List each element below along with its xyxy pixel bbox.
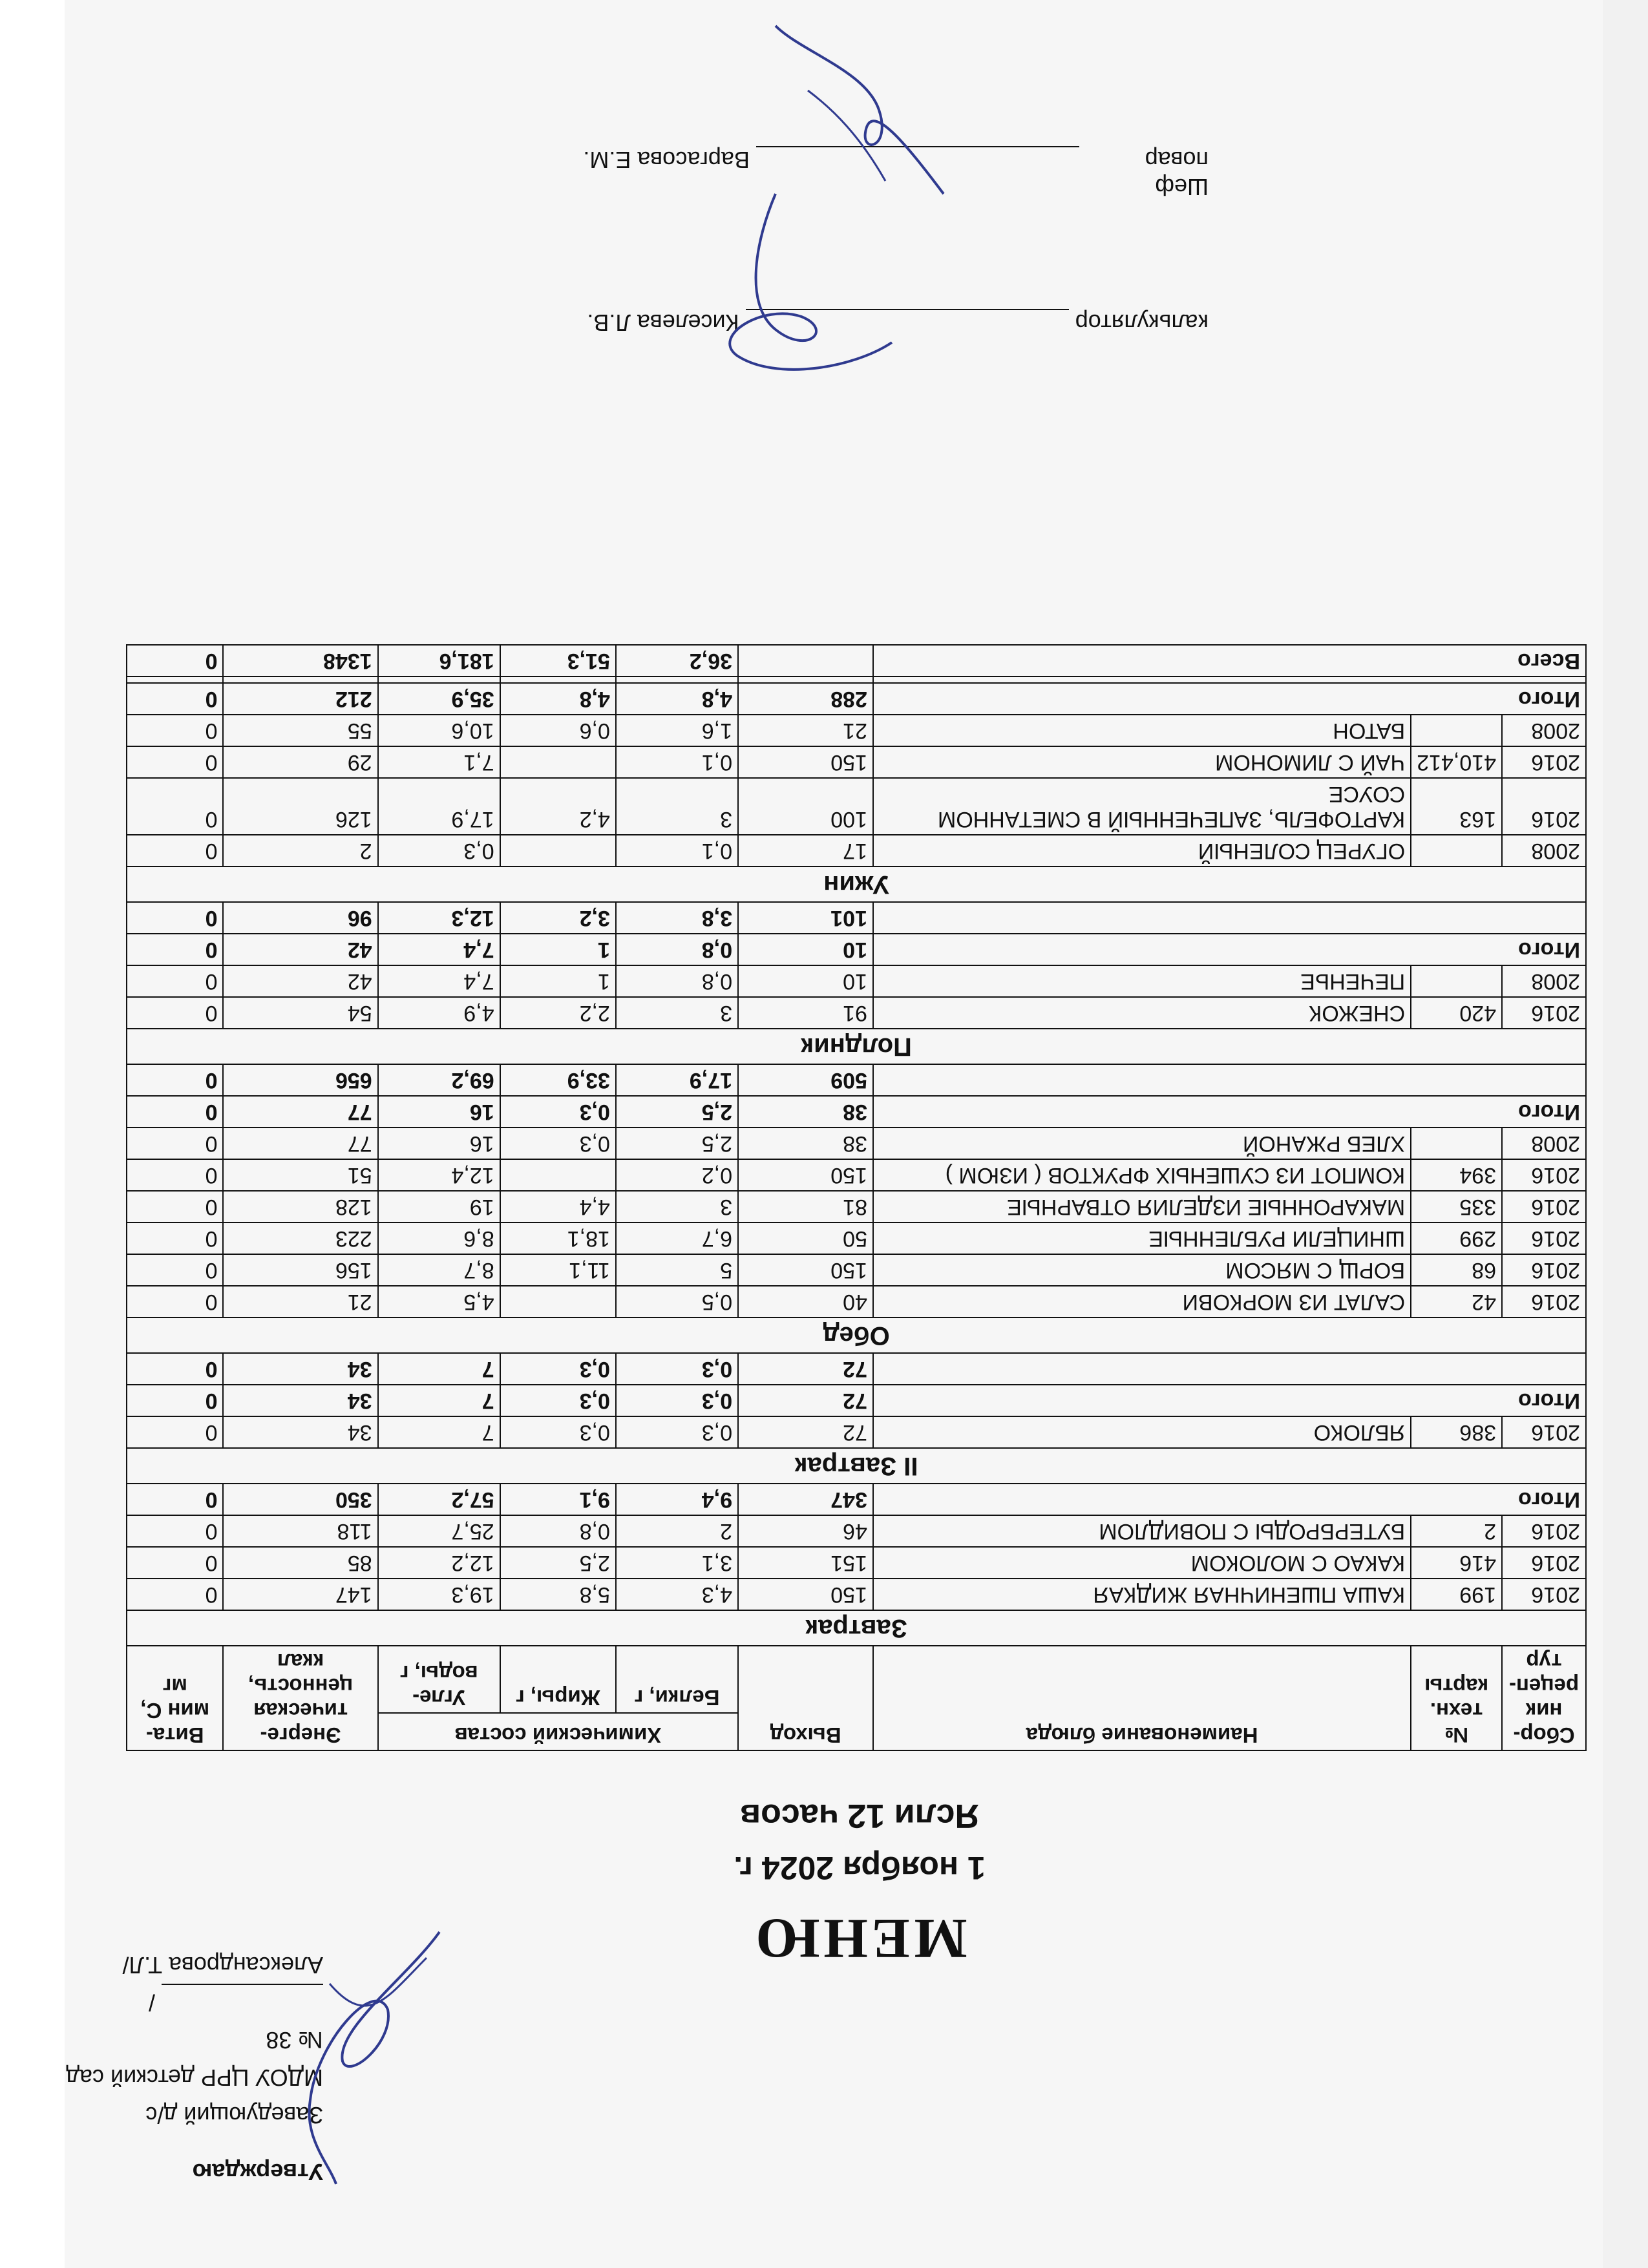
protein-cell: 0,1	[616, 835, 738, 866]
vitc-cell: 0	[127, 1547, 223, 1579]
yield-cell: 91	[738, 997, 873, 1029]
section-row	[127, 1318, 1586, 1353]
vitc-cell: 0	[127, 997, 223, 1029]
total-value: 7	[378, 1353, 500, 1385]
fat-cell	[500, 835, 616, 866]
vitc-cell: 0	[127, 1416, 223, 1448]
carbs-cell: 7,1	[378, 746, 500, 778]
total-value: 77	[223, 1096, 377, 1128]
total-label: Итого	[873, 1385, 1586, 1416]
card-cell	[1411, 835, 1502, 866]
total-value: 7,4	[378, 934, 500, 965]
dish-cell: СНЕЖОК	[873, 997, 1411, 1029]
signature-person: Варгасова Е.М.	[583, 147, 750, 173]
section-row	[127, 866, 1586, 902]
total-value: 0,3	[500, 1096, 616, 1128]
carbs-cell: 4,5	[378, 1286, 500, 1318]
total-value	[223, 677, 377, 683]
collection-cell: 2016	[1502, 1579, 1586, 1610]
carbs-cell: 0,3	[378, 835, 500, 866]
total-value: 35,9	[378, 683, 500, 715]
total-value: 0,3	[500, 1353, 616, 1385]
total-value: 347	[738, 1484, 873, 1515]
energy-cell: 156	[223, 1254, 377, 1286]
approval-name: /Александрова Т.Л/	[122, 1952, 323, 2016]
table-row	[127, 1286, 1586, 1318]
fat-cell: 11,1	[500, 1254, 616, 1286]
table-row	[127, 1223, 1586, 1254]
total-value: 33,9	[500, 1064, 616, 1096]
dish-cell: ХЛЕБ РЖАНОЙ	[873, 1128, 1411, 1159]
yield-cell: 17	[738, 835, 873, 866]
dish-cell: КАКАО С МОЛОКОМ	[873, 1547, 1411, 1579]
subtotal-row	[127, 1096, 1586, 1128]
section-row	[127, 1448, 1586, 1484]
signature-person: Киселева Л.В.	[587, 310, 739, 336]
energy-cell: 126	[223, 778, 377, 835]
vitc-cell: 0	[127, 778, 223, 835]
table-row	[127, 1128, 1586, 1159]
vitc-cell: 0	[127, 1254, 223, 1286]
collection-cell: 2016	[1502, 746, 1586, 778]
card-cell	[1411, 715, 1502, 746]
carbs-cell: 12,4	[378, 1159, 500, 1191]
grand-total-value: 181,6	[378, 645, 500, 677]
yield-cell: 10	[738, 965, 873, 997]
header-fat: Жиры, г	[500, 1646, 616, 1713]
yield-cell: 50	[738, 1223, 873, 1254]
table-row	[127, 715, 1586, 746]
dish-cell: ПЕЧЕНЬЕ	[873, 965, 1411, 997]
energy-cell: 118	[223, 1515, 377, 1547]
approval-block	[52, 1946, 323, 2190]
yield-cell: 150	[738, 1579, 873, 1610]
total-value: 1	[500, 934, 616, 965]
card-cell: 199	[1411, 1579, 1502, 1610]
total-row	[127, 1353, 1586, 1385]
dish-cell: МАКАРОННЫЕ ИЗДЕЛИЯ ОТВАРНЫЕ	[873, 1191, 1411, 1223]
grand-total-value: 0	[127, 645, 223, 677]
protein-cell: 3,1	[616, 1547, 738, 1579]
total-value: 0,3	[500, 1385, 616, 1416]
dish-cell: БАТОН	[873, 715, 1411, 746]
dish-cell: БОРЩ С МЯСОМ	[873, 1254, 1411, 1286]
carbs-cell: 19,3	[378, 1579, 500, 1610]
energy-cell: 29	[223, 746, 377, 778]
page-title: МЕНЮ	[752, 1907, 967, 1969]
collection-cell: 2008	[1502, 965, 1586, 997]
table-row	[127, 1159, 1586, 1191]
collection-cell: 2016	[1502, 1223, 1586, 1254]
collection-cell: 2008	[1502, 1128, 1586, 1159]
grand-total-row	[127, 645, 1586, 677]
menu-date: 1 ноября 2024 г.	[734, 1850, 986, 1886]
carbs-cell: 4,9	[378, 997, 500, 1029]
total-value	[500, 677, 616, 683]
fat-cell: 4,2	[500, 778, 616, 835]
collection-cell: 2016	[1502, 1515, 1586, 1547]
total-value: 0,3	[616, 1385, 738, 1416]
energy-cell: 128	[223, 1191, 377, 1223]
card-cell: 335	[1411, 1191, 1502, 1223]
total-value: 7	[378, 1385, 500, 1416]
card-cell: 420	[1411, 997, 1502, 1029]
table-row	[127, 1515, 1586, 1547]
grand-total-value: 36,2	[616, 645, 738, 677]
card-cell: 299	[1411, 1223, 1502, 1254]
table-row	[127, 1547, 1586, 1579]
fat-cell: 4,4	[500, 1191, 616, 1223]
dish-cell: САЛАТ ИЗ МОРКОВИ	[873, 1286, 1411, 1318]
fat-cell: 0,3	[500, 1128, 616, 1159]
carbs-cell: 8,6	[378, 1223, 500, 1254]
menu-group: Ясли 12 часов	[740, 1797, 979, 1834]
fat-cell	[500, 746, 616, 778]
total-value: 96	[223, 902, 377, 934]
card-cell: 163	[1411, 778, 1502, 835]
signature-role: Шеф повар	[1145, 147, 1209, 200]
grand-total-value: 51,3	[500, 645, 616, 677]
section-row	[127, 1029, 1586, 1064]
total-label: Итого	[873, 934, 1586, 965]
collection-cell: 2016	[1502, 997, 1586, 1029]
header-protein: Белки, г	[616, 1646, 738, 1713]
grand-total-value: 1348	[223, 645, 377, 677]
chef-signature	[769, 19, 963, 207]
dish-cell: КОМПОТ ИЗ СУШЕНЫХ ФРУКТОВ ( ИЗЮМ )	[873, 1159, 1411, 1191]
total-label: Итого	[873, 1484, 1586, 1515]
carbs-cell: 16	[378, 1128, 500, 1159]
energy-cell: 51	[223, 1159, 377, 1191]
total-value: 0	[127, 683, 223, 715]
energy-cell: 85	[223, 1547, 377, 1579]
total-value: 17,9	[616, 1064, 738, 1096]
collection-cell: 2008	[1502, 715, 1586, 746]
total-value: 2,5	[616, 1096, 738, 1128]
yield-cell: 150	[738, 746, 873, 778]
total-label	[873, 1353, 1586, 1385]
table-row	[127, 1579, 1586, 1610]
card-cell: 394	[1411, 1159, 1502, 1191]
dish-cell: КАРТОФЕЛЬ, ЗАПЕЧЕННЫЙ В СМЕТАННОМ СОУСЕ	[873, 778, 1411, 835]
total-value: 34	[223, 1353, 377, 1385]
header-card: № техн. карты	[1411, 1646, 1502, 1750]
carbs-cell: 17,9	[378, 778, 500, 835]
total-value: 0,8	[616, 934, 738, 965]
total-row	[127, 902, 1586, 934]
vitc-cell: 0	[127, 1128, 223, 1159]
total-label: Итого	[873, 683, 1586, 715]
energy-cell: 2	[223, 835, 377, 866]
total-value: 9,1	[500, 1484, 616, 1515]
card-cell: 2	[1411, 1515, 1502, 1547]
total-value: 656	[223, 1064, 377, 1096]
vitc-cell: 0	[127, 835, 223, 866]
section-title: Полдник	[127, 1029, 1586, 1064]
header-dish: Наименование блюда	[873, 1646, 1411, 1750]
total-value: 4,8	[616, 683, 738, 715]
fat-cell: 18,1	[500, 1223, 616, 1254]
dish-cell: ЧАЙ С ЛИМОНОМ	[873, 746, 1411, 778]
carbs-cell: 7	[378, 1416, 500, 1448]
fat-cell: 1	[500, 965, 616, 997]
card-cell: 416	[1411, 1547, 1502, 1579]
vitc-cell: 0	[127, 1515, 223, 1547]
total-value: 0	[127, 1096, 223, 1128]
total-row	[127, 1484, 1586, 1515]
table-row	[127, 746, 1586, 778]
energy-cell: 55	[223, 715, 377, 746]
total-value: 101	[738, 902, 873, 934]
header-yield: Выход	[738, 1646, 873, 1750]
grand-total-value	[738, 645, 873, 677]
calculator-signature	[698, 187, 905, 381]
protein-cell: 0,8	[616, 965, 738, 997]
carbs-cell: 12,2	[378, 1547, 500, 1579]
protein-cell: 0,1	[616, 746, 738, 778]
approval-heading: Утверждаю	[192, 2159, 323, 2185]
collection-cell: 2016	[1502, 1416, 1586, 1448]
fat-cell: 5,8	[500, 1579, 616, 1610]
header-chem: Химический состав	[378, 1713, 738, 1750]
menu-table	[126, 644, 1587, 1751]
yield-cell: 81	[738, 1191, 873, 1223]
section-title: Завтрак	[127, 1610, 1586, 1646]
protein-cell: 5	[616, 1254, 738, 1286]
card-cell	[1411, 965, 1502, 997]
fat-cell	[500, 1159, 616, 1191]
fat-cell: 0,8	[500, 1515, 616, 1547]
total-value: 72	[738, 1353, 873, 1385]
section-title: Обед	[127, 1318, 1586, 1353]
total-value: 0	[127, 1353, 223, 1385]
total-value: 42	[223, 934, 377, 965]
protein-cell: 4,3	[616, 1579, 738, 1610]
approval-org: МДОУ ЦРР детский сад № 38	[65, 2027, 323, 2091]
total-value: 4,8	[500, 683, 616, 715]
card-cell: 42	[1411, 1286, 1502, 1318]
header-carbs: Угле-воды, г	[378, 1646, 500, 1713]
yield-cell: 40	[738, 1286, 873, 1318]
protein-cell: 1,6	[616, 715, 738, 746]
table-row	[127, 1416, 1586, 1448]
total-label	[873, 677, 1586, 683]
total-value: 288	[738, 683, 873, 715]
total-value	[378, 677, 500, 683]
protein-cell: 3	[616, 997, 738, 1029]
yield-cell: 100	[738, 778, 873, 835]
header-collection: Сбор-ник рецеп-тур	[1502, 1646, 1586, 1750]
table-row	[127, 1191, 1586, 1223]
carbs-cell: 10,6	[378, 715, 500, 746]
total-value: 57,2	[378, 1484, 500, 1515]
dish-cell: ЯБЛОКО	[873, 1416, 1411, 1448]
energy-cell: 34	[223, 1416, 377, 1448]
collection-cell: 2016	[1502, 1159, 1586, 1191]
yield-cell: 46	[738, 1515, 873, 1547]
section-row	[127, 1610, 1586, 1646]
energy-cell: 42	[223, 965, 377, 997]
total-value: 0	[127, 1385, 223, 1416]
total-value: 212	[223, 683, 377, 715]
menu-table-body	[127, 645, 1586, 1646]
card-cell: 386	[1411, 1416, 1502, 1448]
total-label: Итого	[873, 1096, 1586, 1128]
yield-cell: 150	[738, 1254, 873, 1286]
protein-cell: 2,5	[616, 1128, 738, 1159]
total-value: 509	[738, 1064, 873, 1096]
yield-cell: 21	[738, 715, 873, 746]
total-value: 350	[223, 1484, 377, 1515]
dish-cell: КАША ПШЕНИЧНАЯ ЖИДКАЯ	[873, 1579, 1411, 1610]
vitc-cell: 0	[127, 715, 223, 746]
fat-cell: 0,6	[500, 715, 616, 746]
total-label	[873, 1064, 1586, 1096]
table-row	[127, 835, 1586, 866]
total-value: 9,4	[616, 1484, 738, 1515]
energy-cell: 21	[223, 1286, 377, 1318]
total-value: 3,8	[616, 902, 738, 934]
protein-cell: 0,3	[616, 1416, 738, 1448]
carbs-cell: 8,7	[378, 1254, 500, 1286]
energy-cell: 223	[223, 1223, 377, 1254]
total-value: 0	[127, 934, 223, 965]
total-value: 3,2	[500, 902, 616, 934]
subtotal-row	[127, 683, 1586, 715]
total-value	[127, 677, 223, 683]
vitc-cell: 0	[127, 965, 223, 997]
subtotal-row	[127, 1385, 1586, 1416]
protein-cell: 3	[616, 1191, 738, 1223]
table-row	[127, 997, 1586, 1029]
card-cell: 68	[1411, 1254, 1502, 1286]
collection-cell: 2016	[1502, 1286, 1586, 1318]
dish-cell: БУТЕРБРОДЫ С ПОВИДЛОМ	[873, 1515, 1411, 1547]
dish-cell: ШНИЦЕЛИ РУБЛЕННЫЕ	[873, 1223, 1411, 1254]
total-value: 10	[738, 934, 873, 965]
fat-cell: 2,2	[500, 997, 616, 1029]
total-row	[127, 677, 1586, 683]
protein-cell: 0,2	[616, 1159, 738, 1191]
protein-cell: 2	[616, 1515, 738, 1547]
table-row	[127, 965, 1586, 997]
approval-position: Заведующий д/с	[145, 2102, 323, 2128]
yield-cell: 38	[738, 1128, 873, 1159]
vitc-cell: 0	[127, 1223, 223, 1254]
energy-cell: 77	[223, 1128, 377, 1159]
total-value: 0	[127, 1064, 223, 1096]
total-value	[738, 677, 873, 683]
protein-cell: 0,5	[616, 1286, 738, 1318]
total-row	[127, 1064, 1586, 1096]
header-vitc: Вита-мин С, мг	[127, 1646, 223, 1750]
energy-cell: 147	[223, 1579, 377, 1610]
total-value: 16	[378, 1096, 500, 1128]
table-row	[127, 778, 1586, 835]
carbs-cell: 7,4	[378, 965, 500, 997]
total-label	[873, 902, 1586, 934]
collection-cell: 2016	[1502, 778, 1586, 835]
fat-cell: 2,5	[500, 1547, 616, 1579]
section-title: Ужин	[127, 866, 1586, 902]
protein-cell: 3	[616, 778, 738, 835]
vitc-cell: 0	[127, 1191, 223, 1223]
total-value: 0,3	[616, 1353, 738, 1385]
vitc-cell: 0	[127, 1579, 223, 1610]
total-value	[616, 677, 738, 683]
dish-cell: ОГУРЕЦ СОЛЕНЫЙ	[873, 835, 1411, 866]
vitc-cell: 0	[127, 1159, 223, 1191]
card-cell	[1411, 1128, 1502, 1159]
signature-role: калькулятор	[1075, 310, 1209, 336]
vitc-cell: 0	[127, 1286, 223, 1318]
protein-cell: 6,7	[616, 1223, 738, 1254]
collection-cell: 2008	[1502, 835, 1586, 866]
collection-cell: 2016	[1502, 1254, 1586, 1286]
collection-cell: 2016	[1502, 1191, 1586, 1223]
energy-cell: 54	[223, 997, 377, 1029]
collection-cell: 2016	[1502, 1547, 1586, 1579]
carbs-cell: 25,7	[378, 1515, 500, 1547]
table-row	[127, 1254, 1586, 1286]
total-value: 34	[223, 1385, 377, 1416]
total-value: 0	[127, 1484, 223, 1515]
yield-cell: 150	[738, 1159, 873, 1191]
header-energy: Энерге-тическая ценность, ккал	[223, 1646, 377, 1750]
yield-cell: 72	[738, 1416, 873, 1448]
yield-cell: 151	[738, 1547, 873, 1579]
grand-total-label: Всего	[873, 645, 1586, 677]
vitc-cell: 0	[127, 746, 223, 778]
total-value: 38	[738, 1096, 873, 1128]
total-value: 0	[127, 902, 223, 934]
total-value: 69,2	[378, 1064, 500, 1096]
subtotal-row	[127, 934, 1586, 965]
fat-cell	[500, 1286, 616, 1318]
total-value: 72	[738, 1385, 873, 1416]
fat-cell: 0,3	[500, 1416, 616, 1448]
total-value: 12,3	[378, 902, 500, 934]
section-title: II Завтрак	[127, 1448, 1586, 1484]
card-cell: 410,412	[1411, 746, 1502, 778]
carbs-cell: 19	[378, 1191, 500, 1223]
